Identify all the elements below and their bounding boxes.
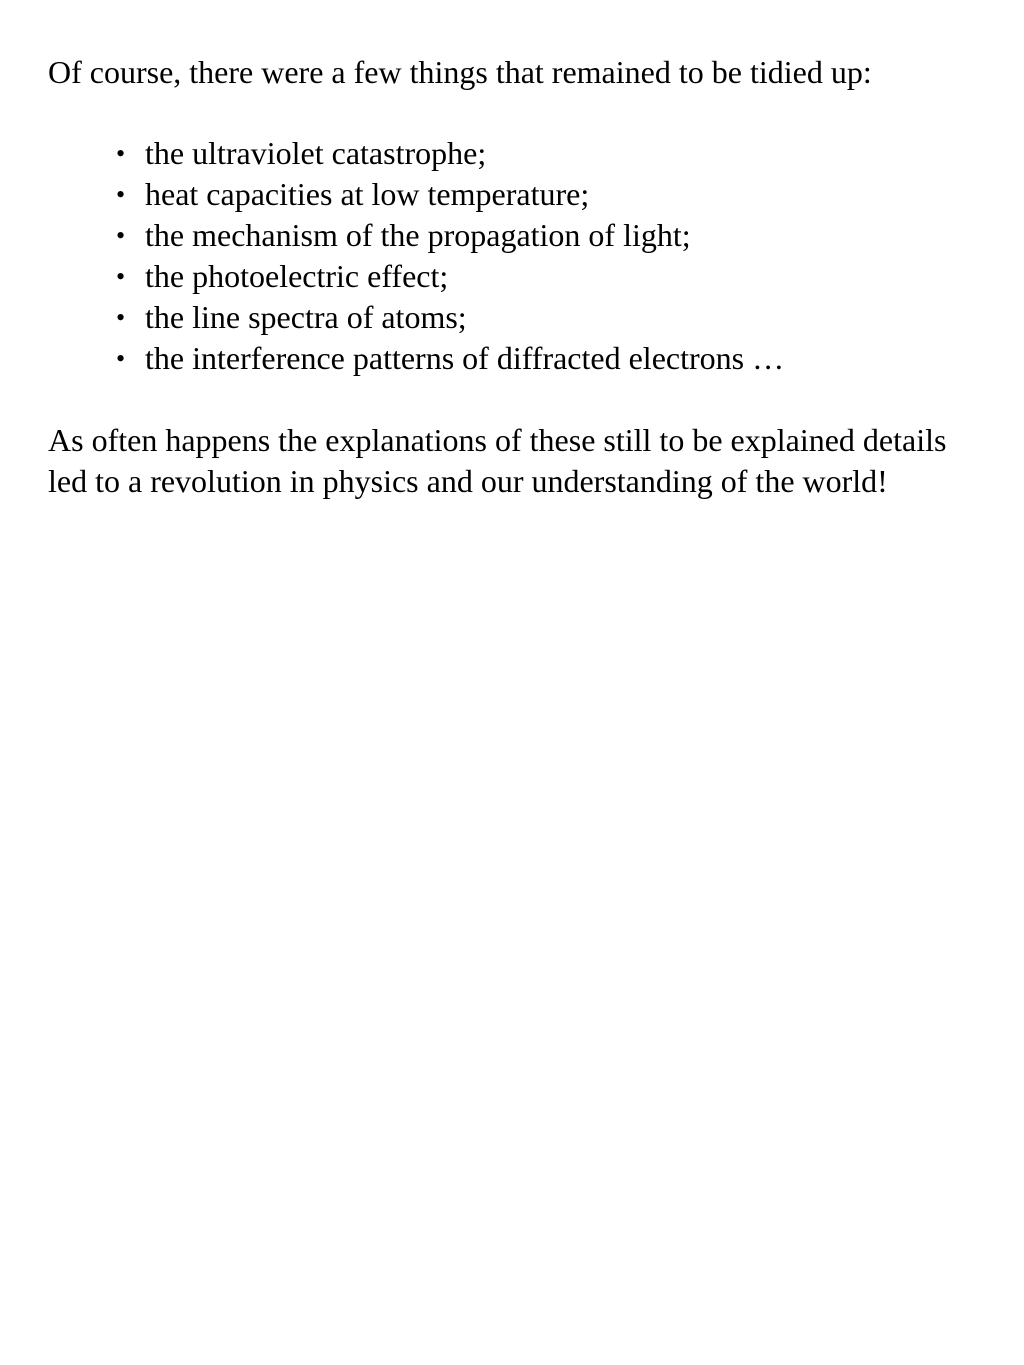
list-item [48, 174, 978, 215]
list-item [48, 338, 978, 379]
list-item-text: the line spectra of atoms; [145, 299, 467, 335]
bullet-icon: • [116, 303, 126, 332]
list-item-text: the mechanism of the propagation of light; [145, 217, 691, 253]
document-page [48, 52, 978, 502]
intro-paragraph: Of course, there were a few things that remained to be tidied up: [48, 54, 872, 90]
bullet-icon: • [116, 180, 126, 209]
list-item-text: the ultraviolet catastrophe; [145, 135, 487, 171]
list-item-text: heat capacities at low temperature; [145, 176, 590, 212]
list-item-text: the photoelectric effect; [145, 258, 449, 294]
bullet-icon: • [116, 262, 126, 291]
list-item [48, 256, 978, 297]
bullet-icon: • [116, 344, 126, 373]
list-item [48, 215, 978, 256]
list-item [48, 133, 978, 174]
bullet-icon: • [116, 139, 126, 168]
bullet-icon: • [116, 221, 126, 250]
list-item-text: the interference patterns of diffracted electrons … [145, 340, 785, 376]
topics-list [48, 133, 978, 379]
conclusion-paragraph: As often happens the explanations of these still to be explained details led to a revolution in physics and our understanding of the world! [48, 422, 947, 499]
list-item [48, 297, 978, 338]
